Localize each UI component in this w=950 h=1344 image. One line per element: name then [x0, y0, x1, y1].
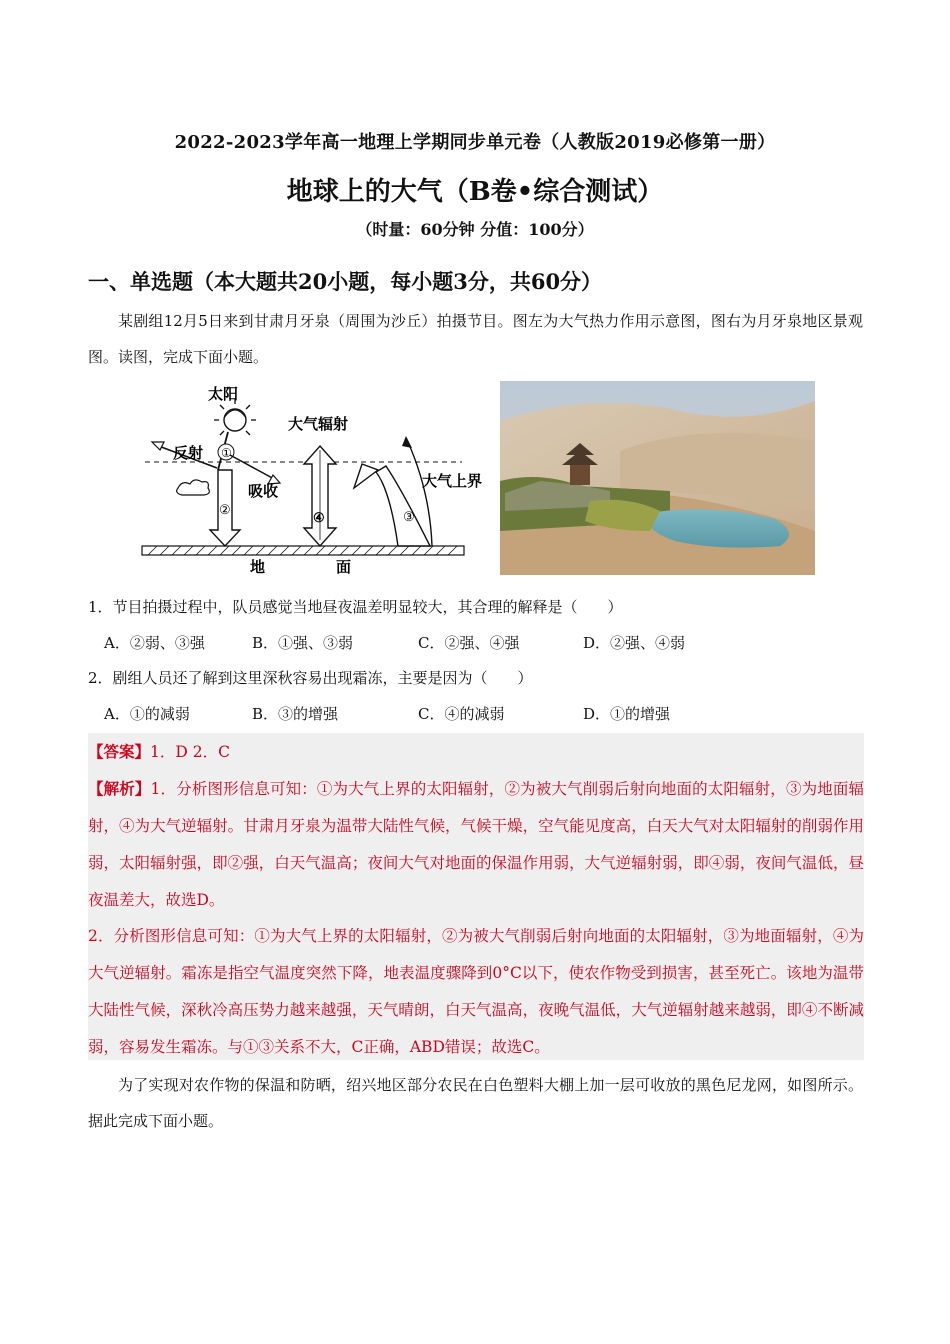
question-1: 1．节目拍摄过程中，队员感觉当地昼夜温差明显较大，其合理的解释是（ ）: [88, 598, 623, 616]
label-n1: ①: [221, 446, 232, 460]
q2-option-d: D．①的增强: [583, 705, 671, 723]
exam-title: 地球上的大气（B卷•综合测试）: [286, 177, 664, 207]
question-2-options: [104, 703, 804, 727]
q1-option-c: C．②强、④强: [418, 634, 520, 652]
q2-option-b: B．③的增强: [252, 705, 339, 723]
question-intro-2: 为了实现对农作物的保温和防晒，绍兴地区部分农民在白色塑料大棚上加一层可收放的黑色尼龙网，如图所示。据此完成下面小题。: [88, 1076, 863, 1130]
q1-option-a: A．②弱、③强: [104, 634, 205, 652]
answer-label: 【答案】: [88, 742, 151, 761]
ground-bar: [142, 546, 464, 555]
label-n3: ③: [403, 510, 415, 525]
crescent-lake-photo: [500, 381, 815, 575]
label-ground-left: 地: [250, 559, 266, 576]
label-reflect: 反射: [173, 445, 204, 462]
answer-value: 1．D 2．C: [150, 743, 230, 761]
label-n2: ②: [219, 503, 231, 518]
analysis-1-text: 1．分析图形信息可知：①为大气上界的太阳辐射，②为被大气削弱后射向地面的太阳辐射，③为地面辐射，④为大气逆辐射。甘肃月牙泉为温带大陆性气候，气候干燥，空气能见度高，白天大气对太阳辐射的削弱作用弱，太阳辐射强，即②强，白天气温高；夜间大气对地面的保温作用弱，大气逆辐射弱，即④弱，夜间气温低，昼夜温差大，故选D。: [88, 780, 864, 909]
label-sun: 太阳: [208, 386, 239, 403]
cloud-icon: [177, 480, 210, 495]
exam-series-title: 2022-2023学年高一地理上学期同步单元卷（人教版2019必修第一册）: [174, 132, 776, 153]
label-atm-top: 大气上界: [422, 473, 483, 490]
question-1-options: [104, 632, 804, 656]
question-2: 2．剧组人员还了解到这里深秋容易出现霜冻，主要是因为（ ）: [88, 669, 533, 687]
absorb-arrow: [230, 455, 276, 480]
q2-option-c: C．④的减弱: [418, 705, 505, 723]
analysis-label: 【解析】: [88, 779, 151, 798]
q1-option-b: B．①强、③弱: [252, 634, 354, 652]
arrow-3-head: [354, 464, 378, 488]
label-absorb: 吸收: [248, 483, 279, 500]
label-ground-right: 面: [336, 559, 352, 576]
question-intro-1: 某剧组12月5日来到甘肃月牙泉（周围为沙丘）拍摄节目。图左为大气热力作用示意图，图右为月牙泉地区景观图。读图，完成下面小题。: [88, 312, 863, 366]
analysis-1: [88, 770, 864, 919]
exam-time-score: （时量：60分钟 分值：100分）: [356, 220, 594, 239]
label-atm-radiation: 大气辐射: [288, 416, 349, 433]
q1-option-d: D．②强、④弱: [583, 634, 686, 652]
sun-icon: [214, 399, 256, 435]
section-heading: 一、单选题（本大题共20小题，每小题3分，共60分）: [88, 269, 603, 294]
atmosphere-heat-diagram: [140, 380, 500, 580]
label-n4: ④: [313, 511, 325, 526]
q2-option-a: A．①的减弱: [104, 705, 190, 723]
answer-line: [88, 733, 864, 771]
analysis-2: 2．分析图形信息可知：①为大气上界的太阳辐射，②为被大气削弱后射向地面的太阳辐射，③为地面辐射，④为大气逆辐射。霜冻是指空气温度突然下降，地表温度骤降到0°C以下，使农作物受到损害，甚至死亡。该地为温带大陆性气候，深秋冷高压势力越来越强，天气晴朗，白天气温高，夜晚气温低，大气逆辐射越来越弱，即④不断减弱，容易发生霜冻。与①③关系不大，C正确，ABD错误；故选C。: [88, 927, 864, 1056]
